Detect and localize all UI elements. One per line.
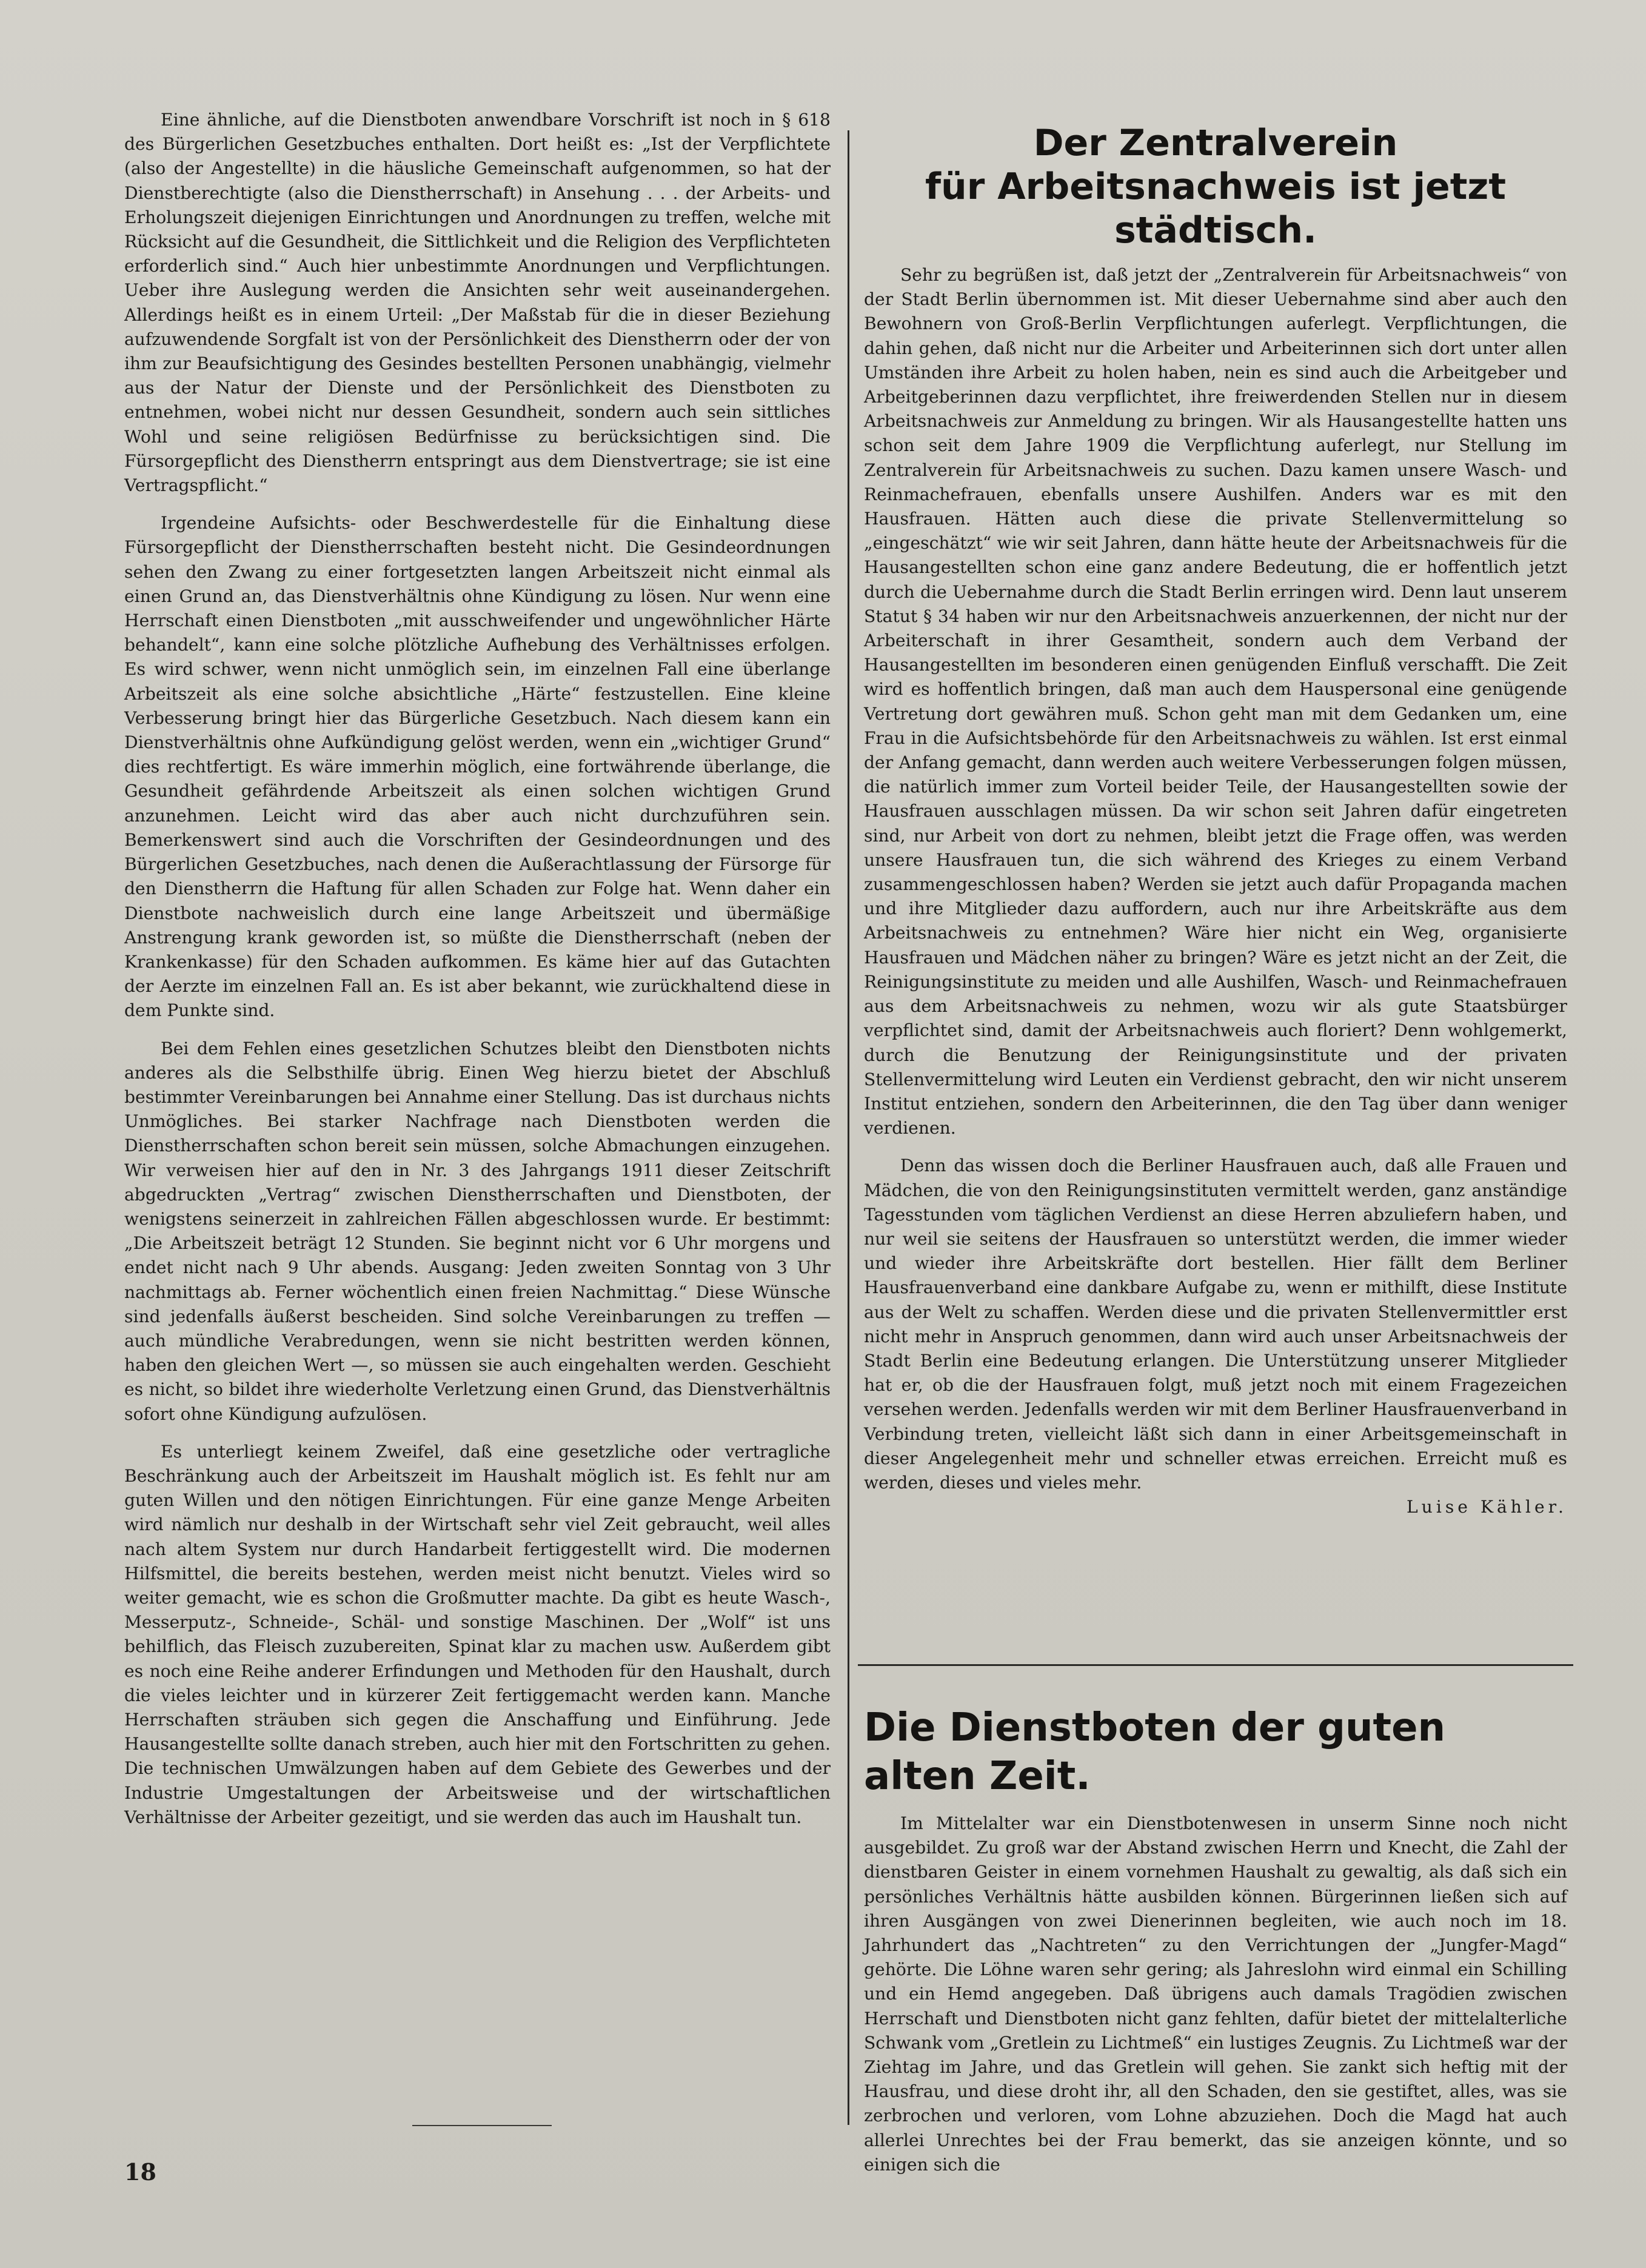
left-paragraph-1: Eine ähnliche, auf die Dienstboten anwendbare Vorschrift ist noch in § 618 des Bürgerlichen Gesetzbuches enthalten. Dort heißt es: „Ist der Verpflichtete (also der Angestellte) in die häusliche Gemeinschaft aufgenommen, so hat der Dienstberechtigte (also die Dienstherrschaft) in Ansehung . . . der Arbeits- und Erholungszeit diejenigen Einrichtungen und Anordnungen zu treffen, welche mit Rücksicht auf die Gesundheit, die Sittlichkeit und die Religion des Verpflichteten erforderlich sind.“ Auch hier unbestimmte Anordnungen und Verpflichtungen. Ueber ihre Auslegung werden die Ansichten sehr weit auseinandergehen. Allerdings heißt es in einem Urteil: „Der Maßstab für die in dieser Beziehung aufzuwendende Sorgfalt ist von der Persönlichkeit des Dienstherrn oder der von ihm zur Beaufsichtigung des Gesindes bestellten Personen unabhängig, vielmehr aus der Natur der Dienste und der Persönlichkeit des Dienstboten zu entnehmen, wobei nicht nur dessen Gesundheit, sondern auch sein sittliches Wohl und seine religiösen Bedürfnisse zu berücksichtigen sind. Die Fürsorgepflicht des Dienstherrn entspringt aus dem Dienstvertrage; sie ist eine Vertragspflicht.“ xyxy=(124,110,831,496)
bottom-right-article xyxy=(864,1704,1567,2177)
right-paragraph-1: Sehr zu begrüßen ist, daß jetzt der „Zentralverein für Arbeitsnachweis“ von der Stadt Berlin übernommen ist. Mit dieser Uebernahme sind aber auch den Bewohnern von Groß-Berlin Verpflichtungen auferlegt. Verpflichtungen, die dahin gehen, daß nicht nur die Arbeiter und Arbeiterinnen sich dort unter allen Umständen ihre Arbeit zu holen haben, nein es sind auch die Arbeitgeber und Arbeitgeberinnen dazu verpflichtet, ihre freiwerdenden Stellen nur in diesem Arbeitsnachweis zur Anmeldung zu bringen. Wir als Hausangestellte hatten uns schon seit dem Jahre 1909 die Verpflichtung auferlegt, nur Stellung im Zentralverein für Arbeitsnachweis zu suchen. Dazu kamen unsere Wasch- und Reinmachefrauen, ebenfalls unsere Aushilfen. Anders war es mit den Hausfrauen. Hätten auch diese die private Stellenvermittelung so „eingeschätzt“ wie wir seit Jahren, dann hätte heute der Arbeitsnachweis für die Hausangestellten schon eine ganz andere Bedeutung, die er hoffentlich jetzt durch die Uebernahme durch die Stadt Berlin erringen wird. Denn laut unserem Statut § 34 haben wir nur den Arbeitsnachweis anzuerkennen, der nicht nur der Arbeiterschaft in ihrer Gesamtheit, sondern auch dem Verband der Hausangestellten im besonderen einen genügenden Einfluß verschafft. Die Zeit wird es hoffentlich bringen, daß man auch dem Hauspersonal eine genügende Vertretung dort gewähren muß. Schon geht man mit dem Gedanken um, eine Frau in die Aufsichtsbehörde für den Arbeitsnachweis zu wählen. Ist erst einmal der Anfang gemacht, dann werden auch weitere Verbesserungen folgen müssen, die natürlich immer zum Vorteil beider Teile, der Hausangestellten sowie der Hausfrauen ausschlagen müssen. Da wir schon seit Jahren dafür eingetreten sind, nur Arbeit von dort zu nehmen, bleibt jetzt die Frage offen, was werden unsere Hausfrauen tun, die sich während des Krieges zu einem Verband zusammengeschlossen haben? Werden sie jetzt auch dafür Propaganda machen und ihre Mitglieder dazu auffordern, auch nur ihre Arbeitskräfte aus dem Arbeitsnachweis zu entnehmen? Wäre hier nicht ein Weg, organisierte Hausfrauen und Mädchen näher zu bringen? Wäre es jetzt nicht an der Zeit, die Reinigungsinstitute zu meiden und alle Aushilfen, Wasch- und Reinmachefrauen aus dem Arbeitsnachweis zu nehmen, wozu wir als gute Staatsbürger verpflichtet sind, damit der Arbeitsnachweis auch floriert? Denn wohlgemerkt, durch die Benutzung der Reinigungsinstitute und der privaten Stellenvermittelung wird Leuten ein Verdienst gebracht, den wir nicht unserem Institut entziehen, sondern den Arbeiterinnen, die den Tag über dann weniger verdienen. xyxy=(864,265,1567,1139)
left-paragraph-4: Es unterliegt keinem Zweifel, daß eine gesetzliche oder vertragliche Beschränkung auch der Arbeitszeit im Haushalt möglich ist. Es fehlt nur am guten Willen und den nötigen Einrichtungen. Für eine ganze Menge Arbeiten wird nämlich nur deshalb in der Wirtschaft sehr viel Zeit gebraucht, weil alles nach altem System nur durch Handarbeit fertiggestellt wird. Die modernen Hilfsmittel, die bereits bestehen, werden meist nicht benutzt. Vieles wird so weiter gemacht, wie es schon die Großmutter machte. Da gibt es heute Wasch-, Messerputz-, Schneide-, Schäl- und sonstige Maschinen. Der „Wolf“ ist uns behilflich, das Fleisch zuzubereiten, Spinat klar zu machen usw. Außerdem gibt es noch eine Reihe anderer Erfindungen und Methoden für den Haushalt, durch die vieles leichter und in kürzerer Zeit fertiggemacht werden kann. Manche Herrschaften sträuben sich gegen die Anschaffung und Einführung. Jede Hausangestellte sollte danach streben, auch hier mit den Fortschritten zu gehen. Die technischen Umwälzungen haben auf dem Gebiete des Gewerbes und der Industrie Umgestaltungen der Arbeitsweise und der wirtschaftlichen Verhältnisse der Arbeiter gezeitigt, und sie werden das auch im Haushalt tun. xyxy=(124,1441,831,1827)
article-title-line-1: Der Zentralverein xyxy=(1033,122,1398,164)
article-separator-rule xyxy=(858,1664,1573,1666)
right-column-article xyxy=(864,121,1567,1519)
left-paragraph-2: Irgendeine Aufsichts- oder Beschwerdestelle für die Einhaltung diese Fürsorgepflicht der Dienstherrschaften besteht nicht. Die Gesindeordnungen sehen den Zwang zu einer fortgesetzten langen Arbeitszeit nicht einmal als einen Grund an, das Dienstverhältnis ohne Kündigung zu lösen. Nur wenn eine Herrschaft einen Dienstboten „mit ausschweifender und ungewöhnlicher Härte behandelt“, kann eine solche plötzliche Aufhebung des Verhältnisses erfolgen. Es wird schwer, wenn nicht unmöglich sein, im einzelnen Fall eine überlange Arbeitszeit als eine solche absichtliche „Härte“ festzustellen. Eine kleine Verbesserung bringt hier das Bürgerliche Gesetzbuch. Nach diesem kann ein Dienstverhältnis ohne Aufkündigung gelöst werden, wenn ein „wichtiger Grund“ dies rechtfertigt. Es wäre immerhin möglich, eine fortwährende überlange, die Gesundheit gefährdende Arbeitszeit als einen solchen wichtigen Grund anzunehmen. Leicht wird das aber auch nicht durchzuführen sein. Bemerkenswert sind auch die Vorschriften der Gesindeordnungen und des Bürgerlichen Gesetzbuches, nach denen die Außerachtlassung der Fürsorge für den Dienstherrn die Haftung für allen Schaden zur Folge hat. Wenn daher ein Dienstbote nachweislich durch eine lange Arbeitszeit und übermäßige Anstrengung krank geworden ist, so müßte die Dienstherrschaft (neben der Krankenkasse) für den Schaden aufkommen. Es käme hier auf das Gutachten der Aerzte im einzelnen Fall an. Es ist aber bekannt, wie zurückhaltend diese in dem Punkte sind. xyxy=(124,513,831,1021)
left-column-end-rule xyxy=(412,2125,552,2126)
bottom-paragraph-1: Im Mittelalter war ein Dienstbotenwesen in unserm Sinne noch nicht ausgebildet. Zu groß war der Abstand zwischen Herrn und Knecht, die Zahl der dienstbaren Geister in einem vornehmen Haushalt zu gewaltig, als daß sich ein persönliches Verhältnis hätte ausbilden können. Bürgerinnen ließen sich auf ihren Ausgängen von zwei Dienerinnen begleiten, wie auch noch im 18. Jahrhundert das „Nachtreten“ zu den Verrichtungen der „Jungfer-Magd“ gehörte. Die Löhne waren sehr gering; als Jahreslohn wird einmal ein Schilling und ein Hemd angegeben. Daß übrigens auch damals Tragödien zwischen Herrschaft und Dienstboten nicht ganz fehlten, dafür bietet der mittelalterliche Schwank vom „Gretlein zu Lichtmeß“ ein lustiges Zeugnis. Zu Lichtmeß war der Ziehtag im Jahre, und das Gretlein will gehen. Sie zankt sich heftig mit der Hausfrau, und diese droht ihr, all den Schaden, den sie gestiftet, alles, was sie zerbrochen und verloren, vom Lohne abzuziehen. Doch die Magd hat auch allerlei Unrechtes bei der Frau bemerkt, das sie anzeigen könnte, und so einigen sich die xyxy=(864,1813,1567,2175)
article-title-line-2: für Arbeitsnachweis ist jetzt städtisch. xyxy=(925,166,1507,252)
left-paragraph-3: Bei dem Fehlen eines gesetzlichen Schutzes bleibt den Dienstboten nichts anderes als die Selbsthilfe übrig. Einen Weg hierzu bietet der Abschluß bestimmter Vereinbarungen bei Annahme einer Stellung. Das ist durchaus nichts Unmögliches. Bei starker Nachfrage nach Dienstboten werden die Dienstherrschaften schon bereit sein müssen, solche Abmachungen einzugehen. Wir verweisen hier auf den in Nr. 3 des Jahrgangs 1911 dieser Zeitschrift abgedruckten „Vertrag“ zwischen Dienstherrschaften und Dienstboten, der wenigstens seinerzeit in zahlreichen Fällen abgeschlossen wurde. Er bestimmt: „Die Arbeitszeit beträgt 12 Stunden. Sie beginnt nicht vor 6 Uhr morgens und endet nicht nach 9 Uhr abends. Ausgang: Jeden zweiten Sonntag von 3 Uhr nachmittags ab. Ferner wöchentlich einen freien Nachmittag.“ Diese Wünsche sind jedenfalls äußerst bescheiden. Sind solche Vereinbarungen zu treffen — auch mündliche Verabredungen, wenn sie nicht bestritten werden können, haben den gleichen Wert —, so müssen sie auch eingehalten werden. Geschieht es nicht, so bildet ihre wiederholte Verletzung einen Grund, das Dienstverhältnis sofort ohne Kündigung aufzulösen. xyxy=(124,1038,831,1424)
left-column xyxy=(124,108,831,1830)
right-paragraph-2: Denn das wissen doch die Berliner Hausfrauen auch, daß alle Frauen und Mädchen, die von den Reinigungsinstituten vermittelt werden, ganz anständige Tagesstunden vom täglichen Verdienst an diese Herren abzuliefern haben, und nur weil sie seitens der Hausfrauen so unterstützt werden, die immer wieder und wieder ihre Arbeitskräfte dort bestellen. Hier fällt dem Berliner Hausfrauenverband eine dankbare Aufgabe zu, wenn er mithilft, diese Institute aus der Welt zu schaffen. Werden diese und die privaten Stellenvermittler erst nicht mehr in Anspruch genommen, dann wird auch unser Arbeitsnachweis der Stadt Berlin eine Bedeutung erlangen. Die Unterstützung unserer Mitglieder hat er, ob die der Hausfrauen folgt, muß jetzt noch mit einem Fragezeichen versehen werden. Jedenfalls werden wir mit dem Berliner Hausfrauenverband in Verbindung treten, vielleicht läßt sich dann in einer Arbeitsgemeinschaft in dieser Angelegenheit mehr und schneller etwas erreichen. Erreicht muß es werden, dieses und vieles mehr. xyxy=(864,1156,1567,1493)
bottom-article-title: Die Dienstboten der guten alten Zeit. xyxy=(864,1705,1446,1799)
article-signature: Luise Kähler. xyxy=(1406,1497,1567,1517)
page-number: 18 xyxy=(124,2158,156,2186)
column-divider xyxy=(848,130,849,2125)
